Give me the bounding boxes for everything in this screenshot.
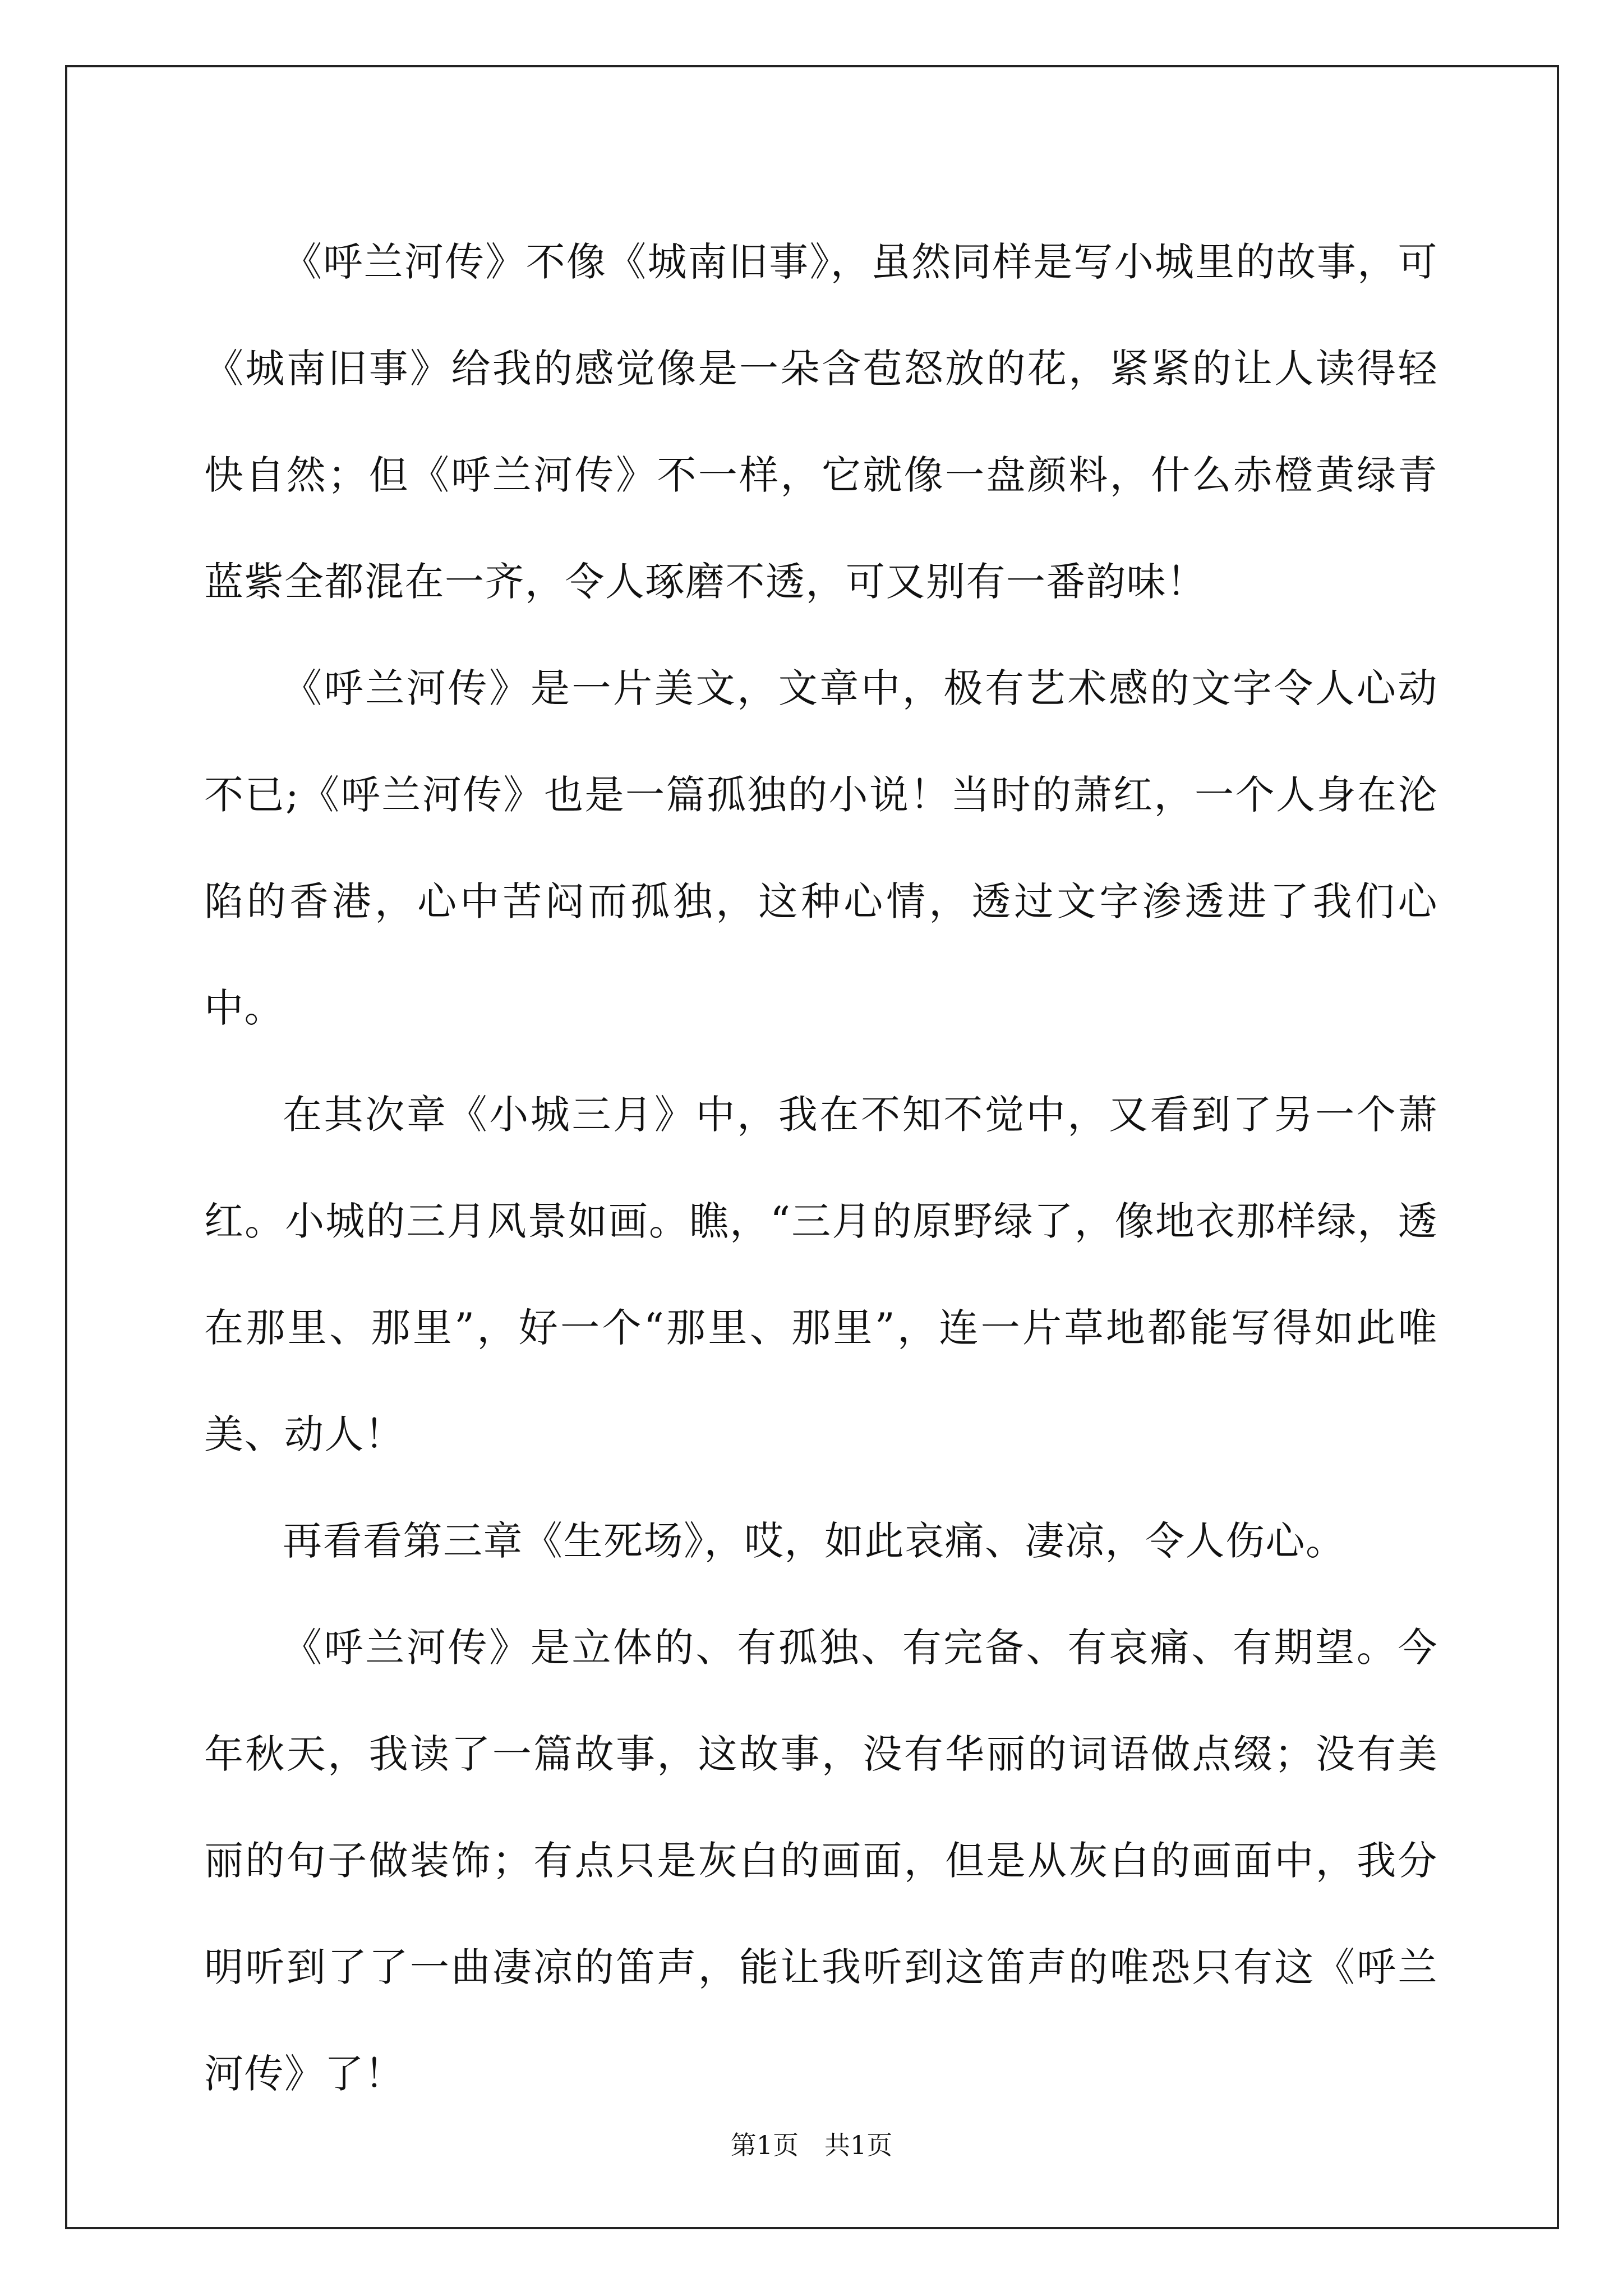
paragraph-4: 再看看第三章《生死场》，哎，如此哀痛、凄凉，令人伤心。: [283, 1518, 1346, 1564]
page-footer: [0, 2128, 1623, 2162]
document-body: [204, 209, 1438, 2127]
page-total: 共1页: [824, 2130, 893, 2160]
paragraph-1: 《呼兰河传》不像《城南旧事》，虽然同样是写小城里的故事，可《城南旧事》给我的感觉像是一朵含苞怒放的花，紧紧的让人读得轻快自然；但《呼兰河传》不一样，它就像一盘颜料，什么赤橙黄绿青蓝紫全都混在一齐，令人琢磨不透，可又别有一番韵味！: [204, 239, 1438, 605]
paragraph-2: 《呼兰河传》是一片美文，文章中，极有艺术感的文字令人心动不已;《呼兰河传》也是一篇孤独的小说！当时的萧红，一个人身在沦陷的香港，心中苦闷而孤独，这种心情，透过文字渗透进了我们心中。: [204, 665, 1438, 1031]
page-number: 第1页: [730, 2130, 799, 2160]
paragraph-5: 《呼兰河传》是立体的、有孤独、有完备、有哀痛、有期望。今年秋天，我读了一篇故事，这故事，没有华丽的词语做点缀；没有美丽的句子做装饰；有点只是灰白的画面，但是从灰白的画面中，我分明听到了了一曲凄凉的笛声，能让我听到这笛声的唯恐只有这《呼兰河传》了！: [204, 1625, 1438, 2097]
paragraph-3: 在其次章《小城三月》中，我在不知不觉中，又看到了另一个萧红。小城的三月风景如画。瞧，“三月的原野绿了，像地衣那样绿，透在那里、那里”，好一个“那里、那里”，连一片草地都能写得如此唯美、动人！: [204, 1092, 1438, 1457]
